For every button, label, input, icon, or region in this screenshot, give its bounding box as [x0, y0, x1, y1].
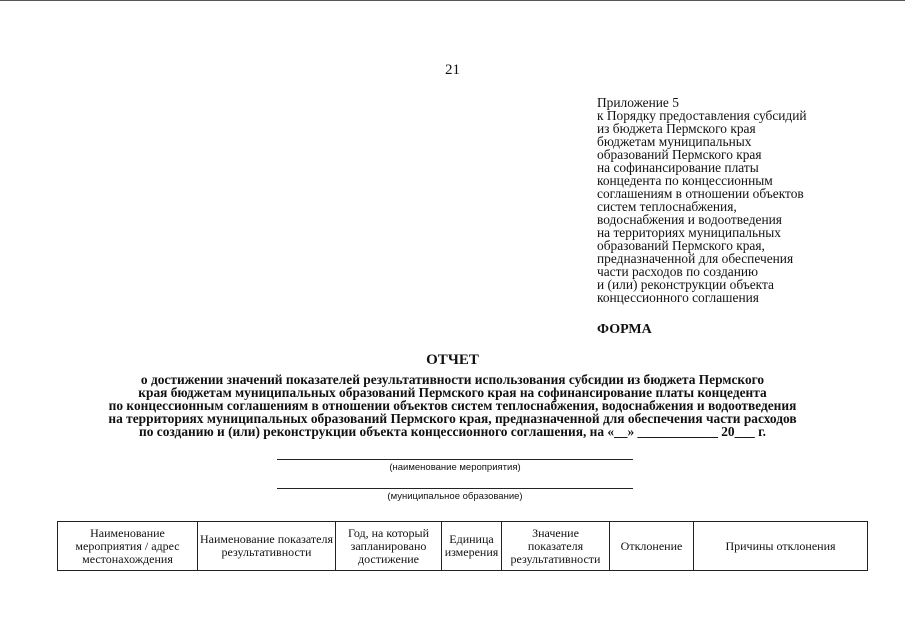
table-header-row	[58, 522, 868, 571]
appendix-line: концессионного соглашения	[597, 290, 759, 305]
header-cell-event: Наименование мероприятия / адрес местонахождения	[58, 522, 198, 571]
appendix-line: систем теплоснабжения,	[597, 199, 737, 214]
appendix-line: Приложение 5	[597, 95, 679, 110]
appendix-line: бюджетам муниципальных	[597, 134, 752, 149]
appendix-line: водоснабжения и водоотведения	[597, 212, 782, 227]
report-subtitle	[40, 373, 865, 438]
page-number: 21	[445, 62, 460, 78]
report-subtitle-line: о достижении значений показателей результативности использования субсидии из бюджета Пермского	[140, 372, 765, 387]
appendix-line: на софинансирование платы	[597, 160, 759, 175]
header-cell-unit: Единица измерения	[442, 522, 502, 571]
report-subtitle-line: по концессионным соглашениям в отношении объектов систем теплоснабжения, водоснабжения и водоотведения	[108, 398, 797, 413]
header-cell-year: Год, на который запланировано достижение	[336, 522, 442, 571]
appendix-line: предназначенной для обеспечения	[597, 251, 794, 266]
form-label: ФОРМА	[597, 322, 652, 337]
appendix-line: образований Пермского края,	[597, 238, 765, 253]
event-name-caption: (наименование мероприятия)	[389, 462, 521, 473]
municipality-caption: (муниципальное образование)	[387, 491, 523, 502]
report-subtitle-line: по созданию и (или) реконструкции объекта концессионного соглашения, на «__» ____________ 20___ г.	[139, 424, 766, 439]
appendix-block	[597, 96, 897, 304]
appendix-line: части расходов по созданию	[597, 264, 759, 279]
report-subtitle-line: на территориях муниципальных образований Пермского края, предназначенной для обеспечения части расходов	[108, 411, 797, 426]
appendix-line: к Порядку предоставления субсидий	[597, 108, 807, 123]
top-edge-line	[0, 0, 905, 1]
appendix-line: из бюджета Пермского края	[597, 121, 756, 136]
appendix-line: образований Пермского края	[597, 147, 762, 162]
municipality-fill-line	[277, 488, 633, 489]
appendix-line: концедента по концессионным	[597, 173, 773, 188]
appendix-line: соглашениям в отношении объектов	[597, 186, 804, 201]
header-cell-value: Значение показателя результативности	[502, 522, 610, 571]
header-cell-indicator: Наименование показателя результативности	[198, 522, 336, 571]
event-name-fill-line	[277, 459, 633, 460]
report-table	[57, 521, 868, 571]
report-subtitle-line: края бюджетам муниципальных образований Пермского края на софинансирование платы концедента	[138, 385, 767, 400]
appendix-line: на территориях муниципальных	[597, 225, 781, 240]
report-title: ОТЧЕТ	[426, 352, 479, 368]
header-cell-deviation: Отклонение	[610, 522, 694, 571]
appendix-line: и (или) реконструкции объекта	[597, 277, 774, 292]
header-cell-reasons: Причины отклонения	[694, 522, 868, 571]
